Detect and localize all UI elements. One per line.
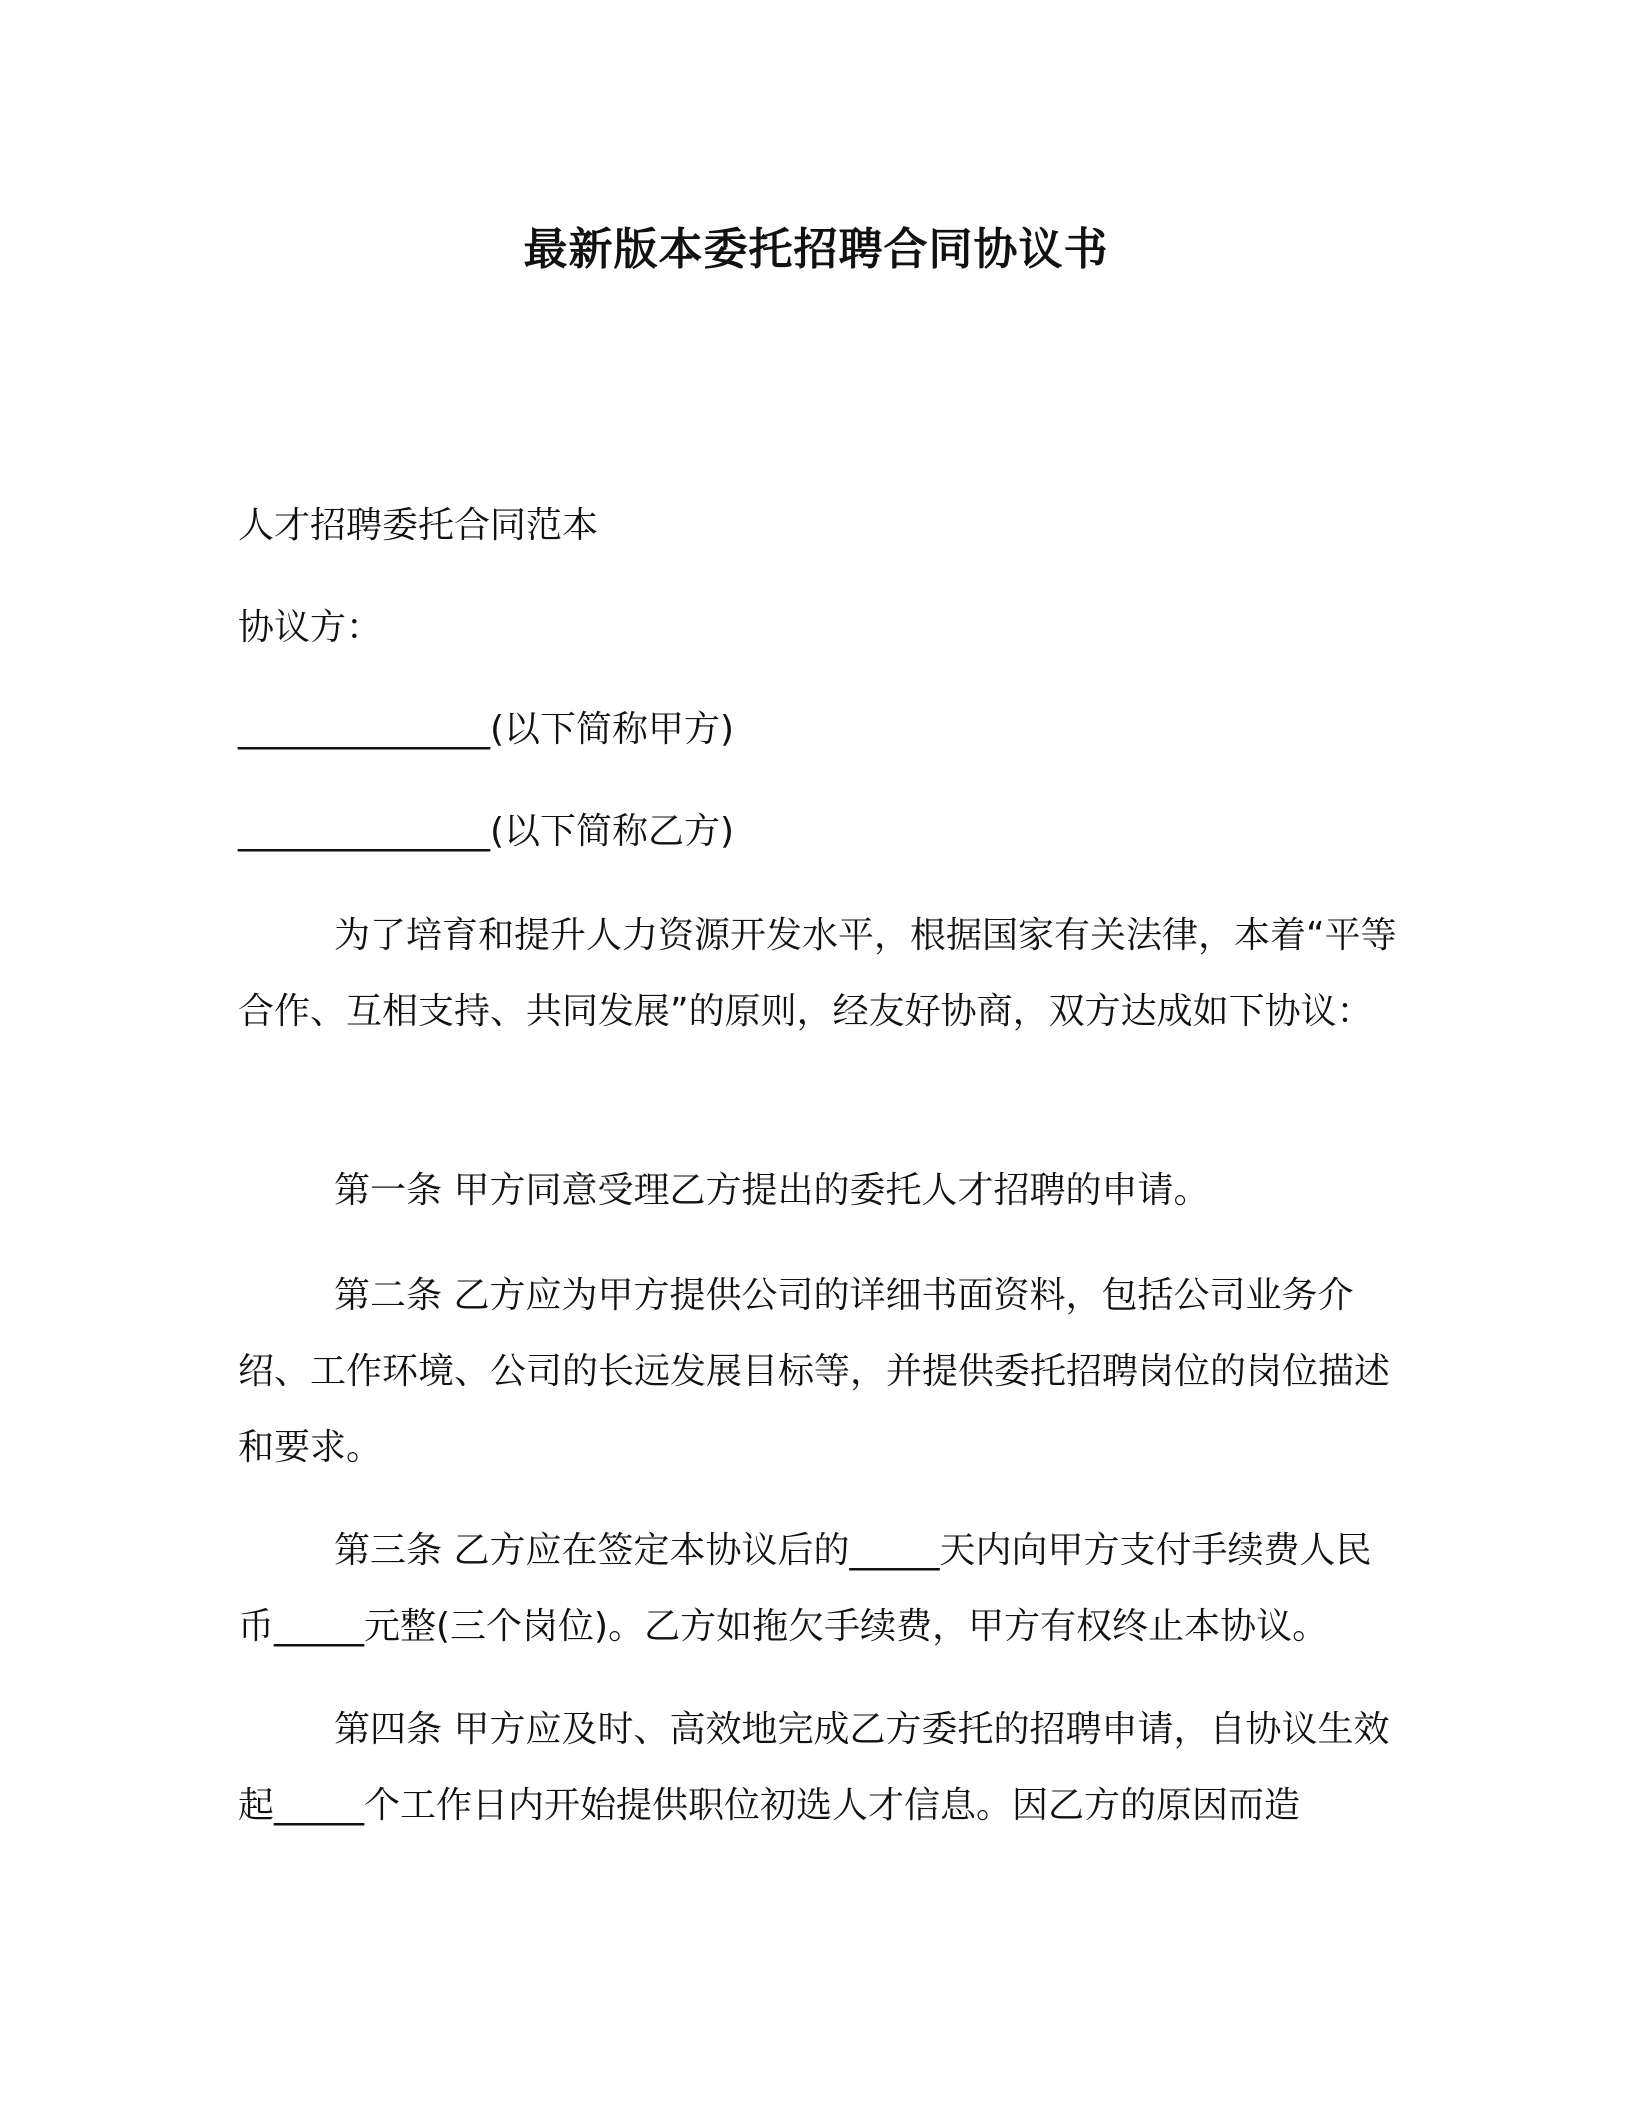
document-title: 最新版本委托招聘合同协议书 [523,224,1109,275]
article-1-paragraph: 第一条 甲方同意受理乙方提出的委托人才招聘的申请。 [334,1170,1210,1211]
preamble-paragraph: 为了培育和提升人力资源开发水平，根据国家有关法律，本着“平等合作、互相支持、共同发展”的原则，经友好协商，双方达成如下协议： [238,915,1397,1032]
document-subtitle: 人才招聘委托合同范本 [238,505,599,546]
article-3-paragraph: 第三条 乙方应在签定本协议后的_____天内向甲方支付手续费人民币_____元整(三个岗位)。乙方如拖欠手续费，甲方有权终止本协议。 [238,1530,1372,1647]
party-b-line: ______________(以下简称乙方) [238,811,735,852]
parties-label: 协议方： [238,607,383,648]
article-4-paragraph: 第四条 甲方应及时、高效地完成乙方委托的招聘申请，自协议生效起_____个工作日内开始提供职位初选人才信息。因乙方的原因而造 [238,1709,1390,1826]
party-a-line: ______________(以下简称甲方) [238,709,735,750]
article-2-paragraph: 第二条 乙方应为甲方提供公司的详细书面资料，包括公司业务介绍、工作环境、公司的长远发展目标等，并提供委托招聘岗位的岗位描述和要求。 [238,1275,1391,1468]
